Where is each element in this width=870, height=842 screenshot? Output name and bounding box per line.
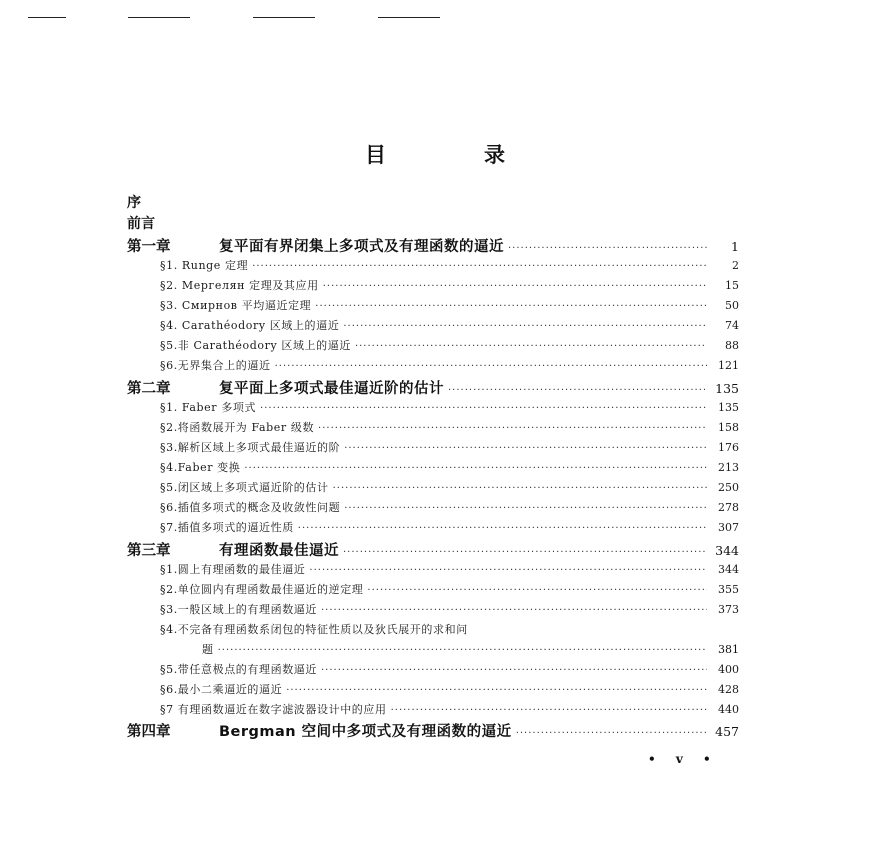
section-2-5[interactable]: [160, 479, 739, 498]
front-foreword[interactable]: 前言: [127, 216, 155, 232]
page-number: 344: [715, 543, 739, 558]
section-2-7[interactable]: [160, 519, 739, 538]
page-number: 400: [718, 663, 739, 676]
section-1-2[interactable]: [160, 277, 739, 296]
section-title: §6.无界集合上的逼近: [160, 359, 271, 372]
page-number: 440: [718, 703, 739, 716]
section-3-4[interactable]: [160, 621, 739, 640]
section-3-3[interactable]: [160, 601, 739, 620]
leader-dots: [244, 463, 707, 474]
section-title: §6.最小二乘逼近的逼近: [160, 683, 283, 696]
leader-dots: [323, 281, 707, 292]
page-number: 355: [718, 583, 739, 596]
page-number: 307: [718, 521, 739, 534]
leader-dots: [321, 665, 707, 676]
chapter-title: Bergman 空间中多项式及有理函数的逼近: [219, 724, 512, 740]
page-number: 457: [715, 724, 739, 739]
chapter-title: 有理函数最佳逼近: [219, 543, 339, 559]
leader-dots: [315, 301, 707, 312]
page-number: 428: [718, 683, 739, 696]
page-number: 135: [718, 401, 739, 414]
section-title: §7 有理函数逼近在数字滤波器设计中的应用: [160, 703, 387, 716]
leader-dots: [344, 443, 707, 454]
front-preface[interactable]: 序: [127, 195, 141, 211]
section-title: §1. Faber 多项式: [160, 401, 257, 414]
section-3-1[interactable]: [160, 561, 739, 580]
leader-dots: [508, 243, 707, 254]
leader-dots: [343, 547, 707, 558]
section-2-3[interactable]: [160, 439, 739, 458]
section-title: §5.闭区域上多项式逼近阶的估计: [160, 481, 329, 494]
leader-dots: [391, 705, 707, 716]
section-3-7[interactable]: [160, 701, 739, 720]
title-char-1: 目: [365, 143, 386, 167]
section-title: §4. Carathéodory 区域上的逼近: [160, 319, 340, 332]
section-title: §5.非 Carathéodory 区域上的逼近: [160, 339, 351, 352]
page-number: 213: [718, 461, 739, 474]
section-title: §2.将函数展开为 Faber 级数: [160, 421, 315, 434]
chapter-number: 第一章: [127, 239, 171, 255]
title-char-2: 录: [484, 143, 505, 167]
page-number: 50: [725, 299, 739, 312]
leader-dots: [286, 685, 707, 696]
section-title: §1. Runge 定理: [160, 259, 249, 272]
leader-dots: [321, 605, 707, 616]
section-3-5[interactable]: [160, 661, 739, 680]
page-number: 15: [725, 279, 739, 292]
section-title: §2. Мергелян 定理及其应用: [160, 279, 319, 292]
section-title: §2.单位圆内有理函数最佳逼近的逆定理: [160, 583, 364, 596]
page-number: 74: [725, 319, 739, 332]
chapter-number: 第三章: [127, 543, 171, 559]
leader-dots: [516, 728, 707, 739]
chapter-4[interactable]: [127, 720, 739, 742]
leader-dots: [367, 585, 707, 596]
section-2-2[interactable]: [160, 419, 739, 438]
section-title: §3.一般区域上的有理函数逼近: [160, 603, 317, 616]
chapter-3[interactable]: [127, 539, 739, 561]
chapter-2[interactable]: [127, 377, 739, 399]
page-number: 158: [718, 421, 739, 434]
page-number: 344: [718, 563, 739, 576]
leader-dots: [260, 403, 707, 414]
chapter-number: 第四章: [127, 724, 171, 740]
leader-dots: [344, 503, 707, 514]
section-title: §6.插值多项式的概念及收敛性问题: [160, 501, 341, 514]
page-number: 250: [718, 481, 739, 494]
page-number: 176: [718, 441, 739, 454]
page-number: 135: [715, 381, 739, 396]
section-title: §4.不完备有理函数系闭包的特征性质以及狄氏展开的求和问: [160, 623, 468, 636]
page-number: 121: [718, 359, 739, 372]
chapter-number: 第二章: [127, 381, 171, 397]
section-title: §5.带任意极点的有理函数逼近: [160, 663, 317, 676]
page-number: 1: [731, 239, 739, 254]
leader-dots: [309, 565, 707, 576]
chapter-title: 复平面上多项式最佳逼近阶的估计: [219, 381, 444, 397]
section-3-4-continued[interactable]: [160, 641, 739, 660]
section-1-4[interactable]: [160, 317, 739, 336]
section-1-6[interactable]: [160, 357, 739, 376]
leader-dots: [343, 321, 707, 332]
page-number: 381: [718, 643, 739, 656]
page-number: 2: [732, 259, 739, 272]
chapter-1[interactable]: [127, 235, 739, 257]
section-3-2[interactable]: [160, 581, 739, 600]
section-title: §4.Faber 变换: [160, 461, 241, 474]
leader-dots: [355, 341, 707, 352]
section-title: §1.圆上有理函数的最佳逼近: [160, 563, 306, 576]
section-title: §7.插值多项式的逼近性质: [160, 521, 294, 534]
leader-dots: [275, 361, 707, 372]
section-2-1[interactable]: [160, 399, 739, 418]
leader-dots: [298, 523, 707, 534]
section-2-4[interactable]: [160, 459, 739, 478]
page-folio: • v •: [648, 752, 719, 766]
page-number: 373: [718, 603, 739, 616]
section-title-cont: 题: [202, 643, 214, 656]
section-title: §3.解析区域上多项式最佳逼近的阶: [160, 441, 341, 454]
leader-dots: [252, 261, 707, 272]
section-3-6[interactable]: [160, 681, 739, 700]
leader-dots: [218, 645, 707, 656]
section-1-5[interactable]: [160, 337, 739, 356]
chapter-title: 复平面有界闭集上多项式及有理函数的逼近: [219, 239, 504, 255]
leader-dots: [333, 483, 707, 494]
leader-dots: [448, 385, 707, 396]
leader-dots: [318, 423, 707, 434]
page-number: 278: [718, 501, 739, 514]
section-2-6[interactable]: [160, 499, 739, 518]
page-number: 88: [725, 339, 739, 352]
section-title: §3. Смирнов 平均逼近定理: [160, 299, 312, 312]
section-1-1[interactable]: [160, 257, 739, 276]
section-1-3[interactable]: [160, 297, 739, 316]
